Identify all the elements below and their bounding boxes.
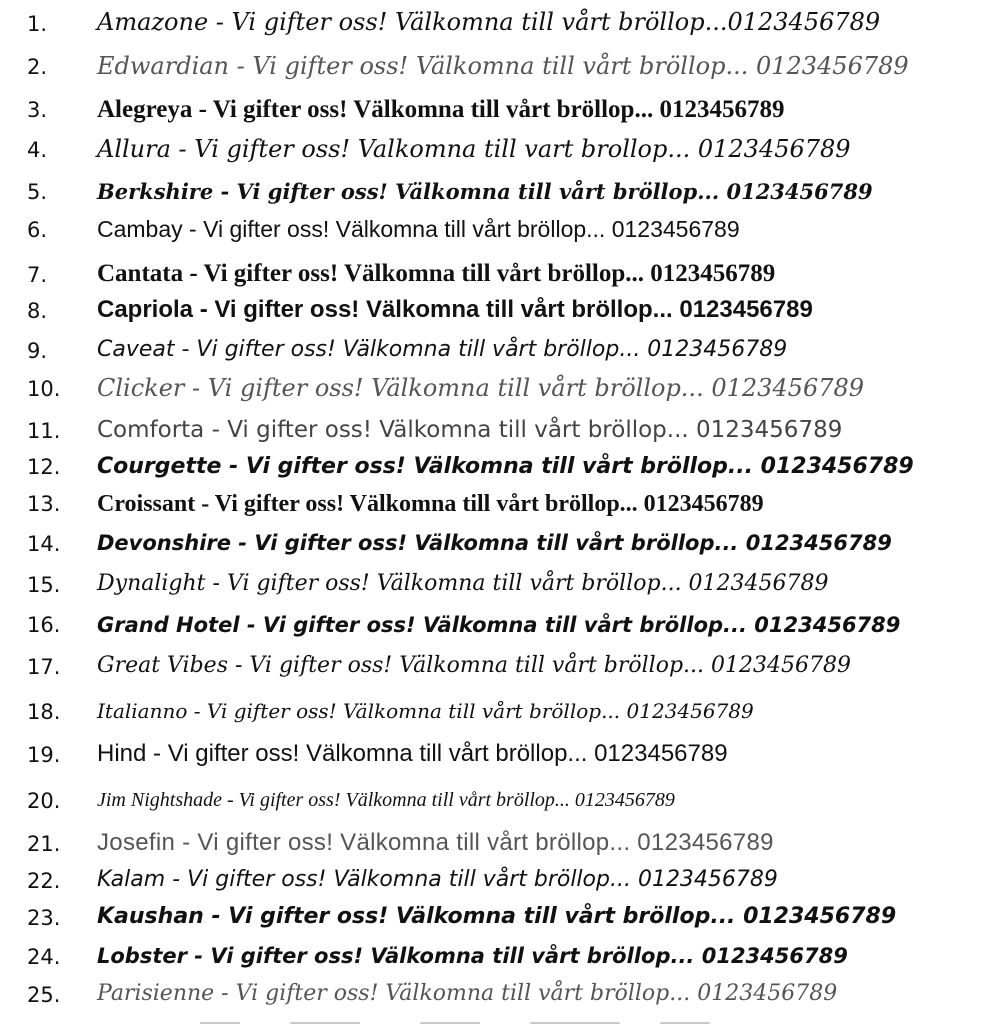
font-sample-clicker: Clicker - Vi gifter oss! Välkomna till vårt bröllop... 0123456789 [97,374,865,402]
item-number: 3. [27,98,48,122]
font-sample-edwardian: Edwardian - Vi gifter oss! Välkomna till vårt bröllop... 0123456789 [97,52,909,80]
item-number: 12. [27,455,61,479]
font-sample-allura: Allura - Vi gifter oss! Valkomna till vart brollop... 0123456789 [97,135,851,163]
font-sample-berkshire: Berkshire - Vi gifter oss! Välkomna till vårt bröllop... 0123456789 [97,179,873,204]
item-number: 9. [27,339,48,363]
item-number: 5. [27,180,48,204]
font-sample-amazone: Amazone - Vi gifter oss! Välkomna till vårt bröllop...0123456789 [97,8,881,36]
font-sample-grand-hotel: Grand Hotel - Vi gifter oss! Välkomna till vårt bröllop... 0123456789 [97,613,901,637]
font-sample-kalam: Kalam - Vi gifter oss! Välkomna till vårt bröllop... 0123456789 [97,867,778,892]
font-sample-caveat: Caveat - Vi gifter oss! Välkomna till vårt bröllop... 0123456789 [97,337,788,362]
item-number: 10. [27,377,61,401]
item-number: 14. [27,532,61,556]
font-sample-parisienne: Parisienne - Vi gifter oss! Välkomna till vårt bröllop... 0123456789 [97,981,838,1006]
item-number: 15. [27,573,61,597]
item-number: 24. [27,945,61,969]
font-sample-hind: Hind - Vi gifter oss! Välkomna till vårt bröllop... 0123456789 [97,740,728,767]
font-sample-kaushan: Kaushan - Vi gifter oss! Välkomna till vårt bröllop... 0123456789 [97,904,897,929]
font-sample-devonshire: Devonshire - Vi gifter oss! Välkomna till vårt bröllop... 0123456789 [97,531,892,555]
item-number: 23. [27,906,61,930]
item-number: 19. [27,743,61,767]
font-sample-dynalight: Dynalight - Vi gifter oss! Välkomna till vårt bröllop... 0123456789 [97,571,829,596]
font-sample-jim-nightshade: Jim Nightshade - Vi gifter oss! Välkomna till vårt bröllop... 0123456789 [97,789,675,811]
item-number: 20. [27,789,61,813]
item-number: 18. [27,700,61,724]
font-sample-capriola: Capriola - Vi gifter oss! Välkomna till vårt bröllop... 0123456789 [97,296,813,323]
font-sample-italianno: Italianno - Vi gifter oss! Välkomna till vårt bröllop... 0123456789 [97,699,754,723]
item-number: 4. [27,138,48,162]
font-sample-cambay: Cambay - Vi gifter oss! Välkomna till vårt bröllop... 0123456789 [97,216,740,242]
font-sample-great-vibes: Great Vibes - Vi gifter oss! Välkomna till vårt bröllop... 0123456789 [97,653,851,678]
font-sample-croissant: Croissant - Vi gifter oss! Välkomna till vårt bröllop... 0123456789 [97,491,764,517]
item-number: 13. [27,492,61,516]
item-number: 17. [27,655,61,679]
font-sample-alegreya: Alegreya - Vi gifter oss! Välkomna till vårt bröllop... 0123456789 [97,96,785,123]
item-number: 21. [27,832,61,856]
font-sample-comforta: Comforta - Vi gifter oss! Välkomna till vårt bröllop... 0123456789 [97,417,843,443]
font-sample-josefin: Josefin - Vi gifter oss! Välkomna till vårt bröllop... 0123456789 [97,829,774,856]
item-number: 2. [27,55,48,79]
item-number: 25. [27,983,61,1007]
item-number: 7. [27,263,48,287]
font-sample-courgette: Courgette - Vi gifter oss! Välkomna till vårt bröllop... 0123456789 [97,454,914,479]
item-number: 6. [27,218,48,242]
item-number: 22. [27,869,61,893]
item-number: 16. [27,613,61,637]
font-sample-lobster: Lobster - Vi gifter oss! Välkomna till vårt bröllop... 0123456789 [97,944,848,968]
item-number: 11. [27,419,61,443]
item-number: 8. [27,299,48,323]
item-number: 1. [27,12,48,36]
partial-next-line [0,1012,991,1024]
font-sample-cantata: Cantata - Vi gifter oss! Välkomna till vårt bröllop... 0123456789 [97,260,776,287]
